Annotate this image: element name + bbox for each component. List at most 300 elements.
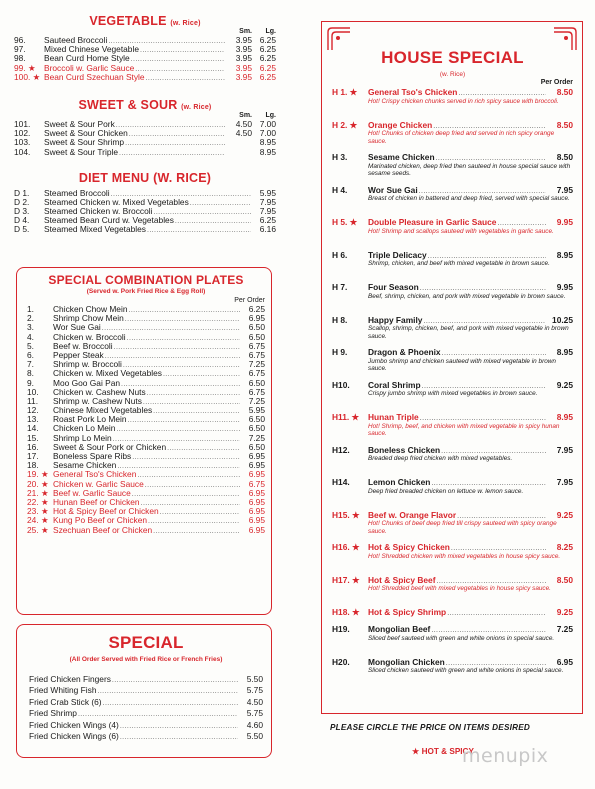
leader-dots (132, 453, 240, 462)
price-small: 3.95 (235, 35, 252, 45)
item-name: Chicken w. Broccoli (53, 331, 126, 342)
house-item-row (332, 218, 573, 228)
item-name: Four Season (368, 282, 419, 292)
menu-item-row (29, 720, 263, 731)
leader-dots (148, 517, 240, 526)
item-name: Hot & Spicy Beef (368, 574, 436, 585)
item-name: Chicken w. Garlic Sauce (53, 478, 144, 489)
item-price: 6.75 (248, 478, 265, 489)
item-price: 6.50 (248, 377, 265, 388)
item-price: 5.75 (246, 685, 263, 696)
item-number: 18. (27, 460, 39, 471)
item-price: 5.95 (248, 405, 265, 416)
item-name: Boneless Spare Ribs (53, 451, 132, 461)
item-name: Bean Curd Szechuan Style (44, 71, 145, 82)
diet-title: DIET MENU (W. RICE) (78, 170, 212, 185)
item-name: Chicken Lo Mein (53, 423, 116, 434)
item-name: Wor Sue Gai (53, 322, 101, 333)
watermark: menupix (462, 745, 549, 767)
item-number: D 2. (14, 196, 30, 207)
item-number: 97. (14, 44, 26, 55)
price-small: 4.50 (235, 128, 252, 139)
item-name: General Tso's Chicken (53, 469, 137, 480)
item-name: Moo Goo Gai Pan (53, 377, 121, 388)
item-code: H17. ★ (332, 574, 360, 585)
house-list (332, 88, 573, 690)
item-price: 6.75 (248, 349, 265, 360)
house-item-row (332, 511, 573, 521)
price-large: 7.00 (259, 118, 276, 129)
item-number: 16. (27, 441, 39, 452)
menu-item-row (27, 526, 265, 535)
item-price: 6.95 (248, 487, 265, 498)
house-special-item (332, 576, 573, 609)
item-description: Marinated chicken, deep fried then sauteed in house special sauce with sesame seeds. (368, 162, 571, 178)
leader-dots (129, 130, 225, 139)
item-number: 96. (14, 35, 26, 45)
item-description: Hot! Shredded chicken with mixed vegetables in house spicy sauce. (368, 552, 561, 560)
item-price: 6.50 (248, 322, 265, 333)
leader-dots (125, 139, 225, 148)
item-name: Mongolian Chicken (368, 656, 445, 667)
item-price: 7.95 (556, 184, 573, 195)
item-name: Fried Shrimp (29, 708, 77, 719)
item-number: 7. (27, 359, 34, 370)
item-price: 5.50 (246, 674, 263, 684)
house-item-row (332, 478, 573, 488)
item-price: 6.95 (248, 506, 265, 517)
item-description: Hot! Chunks of beef deep fried till crispy sauteed with spicy orange sauce. (368, 520, 557, 535)
item-price: 8.25 (556, 542, 573, 552)
house-item-row (332, 186, 573, 196)
item-number: 11. (27, 395, 39, 406)
item-number: 101. (14, 118, 31, 129)
house-item-row (332, 316, 573, 326)
house-special-item (332, 658, 573, 691)
item-description: Hot! Shrimp, beef, and chicken with mixed vegetable in spicy hunan sauce. (368, 422, 560, 438)
item-number: 17. (27, 451, 39, 461)
price-large: 6.25 (259, 44, 276, 55)
item-name: Broccoli w. Garlic Sauce (44, 62, 135, 73)
menu-item-row (14, 73, 276, 82)
item-price: 6.75 (248, 340, 265, 351)
leader-dots (103, 698, 238, 709)
item-price: 4.50 (246, 696, 263, 707)
item-code: H15. ★ (332, 509, 360, 520)
house-special-subtitle: (w. Rice) (439, 71, 466, 78)
item-price: 6.95 (248, 524, 265, 535)
item-price: 6.95 (248, 313, 265, 324)
item-price: 6.50 (248, 423, 265, 434)
circle-price-note: PLEASE CIRCLE THE PRICE ON ITEMS DESIRED (330, 723, 530, 732)
item-number: 22. ★ (27, 496, 49, 507)
item-name: Hunan Beef or Chicken (53, 496, 140, 507)
price-small: 3.95 (235, 71, 252, 82)
item-number: 24. ★ (27, 515, 49, 526)
leader-dots (127, 334, 240, 343)
item-price: 6.50 (248, 441, 265, 452)
leader-dots (120, 721, 238, 732)
house-per-order: Per Order (540, 79, 573, 86)
item-name: Sesame Chicken (53, 460, 117, 471)
price-large: 6.25 (259, 53, 276, 64)
special-subtitle: (All Order Served with Fried Rice or French Fries) (69, 656, 223, 663)
house-item-row (332, 88, 573, 98)
item-code: H18. ★ (332, 607, 360, 617)
vegetable-list (14, 36, 276, 82)
house-special-item (332, 511, 573, 544)
house-special-item (332, 625, 573, 658)
item-name: Kung Po Beef or Chicken (53, 515, 148, 526)
item-number: 103. (14, 137, 31, 148)
item-number: 19. ★ (27, 469, 49, 480)
leader-dots (163, 370, 240, 379)
item-name: Lemon Chicken (368, 477, 431, 487)
item-name: Sweet & Sour Chicken (44, 128, 128, 139)
combo-subtitle: (Served w. Pork Fried Rice & Egg Roll) (86, 288, 206, 295)
leader-dots (447, 609, 546, 619)
item-number: D 4. (14, 215, 30, 226)
corner-ornament-icon (552, 26, 578, 52)
item-code: H19. (332, 624, 350, 634)
leader-dots (190, 199, 251, 208)
item-number: 104. (14, 146, 31, 157)
house-special-item (332, 543, 573, 576)
combo-list (27, 305, 265, 535)
item-number: D 1. (14, 187, 30, 198)
item-name: Sesame Chicken (368, 152, 435, 162)
item-description: Sliced beef sauteed with green and white onions in special sauce. (368, 634, 555, 642)
item-name: Fried Chicken Wings (6) (29, 730, 119, 741)
item-price: 6.95 (248, 451, 265, 461)
leader-dots (128, 416, 240, 425)
item-number: 10. (27, 386, 39, 397)
house-special-item (332, 478, 573, 511)
item-price: 5.95 (259, 187, 276, 198)
house-special-item (332, 88, 573, 121)
item-number: 100. ★ (14, 71, 41, 82)
price-large: 7.00 (259, 128, 276, 139)
item-name: Orange Chicken (368, 119, 433, 130)
item-price: 7.25 (248, 395, 265, 406)
item-name: Happy Family (368, 314, 423, 325)
item-code: H 9. (332, 347, 348, 357)
item-name: Sweet & Sour Pork (44, 118, 115, 129)
leader-dots (119, 149, 225, 158)
item-price: 6.95 (248, 496, 265, 507)
item-price: 8.50 (556, 152, 573, 162)
leader-dots (145, 481, 240, 490)
menu-item-row (14, 148, 276, 157)
item-name: Roast Pork Lo Mein (53, 414, 127, 425)
item-description: Shrimp, chicken, and beef with mixed vegetable in brown sauce. (368, 260, 550, 268)
price-small: 3.95 (235, 62, 252, 73)
item-name: Steamed Bean Curd w. Vegetables (44, 215, 174, 226)
item-description: Hot! Crispy chicken chunks served in rich spicy sauce with broccoli. (368, 97, 559, 105)
house-special-item (332, 153, 573, 186)
item-price: 6.50 (248, 414, 265, 425)
item-price: 7.25 (556, 624, 573, 634)
item-name: Hot & Spicy Chicken (368, 542, 450, 552)
item-number: 15. (27, 432, 39, 443)
item-name: General Tso's Chicken (368, 87, 458, 97)
price-large: 6.25 (259, 62, 276, 73)
item-price: 6.95 (248, 515, 265, 526)
leader-dots (116, 121, 225, 130)
sweet-sour-list (14, 120, 276, 157)
house-item-row (332, 576, 573, 586)
item-name: Beef w. Broccoli (53, 340, 113, 351)
item-name: Chicken Chow Mein (53, 304, 128, 314)
house-item-row (332, 413, 573, 423)
house-special-item (332, 283, 573, 316)
item-number: 102. (14, 128, 31, 139)
item-name: Boneless Chicken (368, 444, 441, 455)
menu-item-row (29, 731, 263, 742)
item-price: 5.75 (246, 708, 263, 719)
item-name: Dragon & Phoenix (368, 347, 441, 357)
house-item-row (332, 625, 573, 635)
item-number: 1. (27, 304, 34, 314)
item-number: 9. (27, 377, 34, 388)
leader-dots (132, 490, 240, 499)
menu-item-row (29, 674, 263, 685)
item-price: 6.25 (248, 304, 265, 314)
item-name: Steamed Mixed Vegetables (44, 224, 146, 235)
item-number: D 5. (14, 224, 30, 235)
item-code: H 7. (332, 282, 348, 292)
item-name: Chinese Mixed Vegetables (53, 405, 153, 416)
leader-dots (146, 74, 225, 83)
item-name: Sauteed Broccoli (44, 35, 108, 45)
item-price: 9.25 (556, 379, 573, 390)
item-description: Jumbo shrimp and chicken sauteed with mixed vegetable in brown sauce. (368, 357, 556, 373)
item-code: H20. (332, 656, 350, 667)
item-number: 2. (27, 313, 34, 324)
leader-dots (153, 527, 240, 536)
item-price: 6.75 (248, 368, 265, 379)
house-item-row (332, 121, 573, 131)
item-price: 8.95 (556, 347, 573, 357)
item-name: Bean Curd Home Style (44, 53, 130, 64)
item-price: 9.25 (556, 509, 573, 520)
item-price: 7.95 (556, 477, 573, 487)
item-description: Hot! Shrimp and scallops sauteed with vegetables in garlic sauce. (368, 227, 554, 235)
leader-dots (140, 46, 225, 55)
sweet-sour-title: SWEET & SOUR (w. Rice) (78, 97, 212, 112)
item-number: 25. ★ (27, 524, 49, 535)
item-name: Sweet & Sour Shrimp (44, 137, 125, 148)
house-item-row (332, 381, 573, 391)
item-description: Scallop, shrimp, chicken, beef, and pork with mixed vegetable in brown sauce. (368, 325, 569, 340)
item-name: Sweet & Sour Pork or Chicken (53, 441, 167, 452)
item-name: Beef w. Garlic Sauce (53, 487, 131, 498)
leader-dots (105, 352, 240, 361)
leader-dots (137, 471, 240, 480)
item-number: 98. (14, 53, 26, 64)
item-price: 6.75 (248, 386, 265, 397)
vegetable-header: Sm. Lg. (239, 28, 276, 35)
combo-title: SPECIAL COMBINATION PLATES (48, 273, 244, 287)
item-name: Steamed Chicken w. Mixed Vegetables (44, 196, 189, 207)
combination-plates-box (16, 267, 272, 615)
item-number: 14. (27, 423, 39, 434)
leader-dots (143, 398, 240, 407)
menu-item-row (29, 685, 263, 696)
item-price: 6.95 (556, 656, 573, 667)
item-code: H 5. ★ (332, 217, 358, 227)
item-price: 4.60 (246, 719, 263, 730)
item-code: H11. ★ (332, 412, 360, 422)
item-price: 7.95 (259, 196, 276, 207)
leader-dots (125, 315, 240, 324)
item-name: Chicken w. Mixed Vegetables (53, 368, 162, 379)
item-price: 8.95 (556, 412, 573, 422)
item-price: 6.16 (259, 224, 276, 235)
price-large: 6.25 (259, 71, 276, 82)
diet-list (14, 189, 276, 235)
item-name: Hot & Spicy Shrimp (368, 607, 447, 617)
item-price: 8.50 (556, 119, 573, 130)
house-item-row (332, 153, 573, 163)
price-small: 4.50 (235, 118, 252, 129)
house-item-row (332, 283, 573, 293)
item-code: H16. ★ (332, 542, 360, 552)
leader-dots (147, 226, 251, 235)
price-small: 3.95 (235, 44, 252, 55)
item-name: Szechuan Beef or Chicken (53, 524, 153, 535)
price-large: 8.95 (259, 137, 276, 148)
item-name: Fried Chicken Fingers (29, 674, 111, 684)
item-code: H 3. (332, 152, 348, 162)
item-code: H 2. ★ (332, 119, 358, 130)
house-item-row (332, 658, 573, 668)
house-special-item (332, 446, 573, 479)
price-large: 6.25 (259, 35, 276, 45)
leader-dots (167, 444, 240, 453)
item-price: 6.95 (248, 460, 265, 471)
item-name: Beef w. Orange Flavor (368, 509, 457, 520)
special-box (16, 624, 272, 758)
item-number: 8. (27, 368, 34, 379)
leader-dots (175, 217, 251, 226)
sweet-sour-header: Sm. Lg. (239, 111, 276, 119)
house-special-item (332, 348, 573, 381)
item-description: Breast of chicken in battered and deep fried, served with special sauce. (368, 195, 570, 203)
item-name: Fried Whiting Fish (29, 685, 97, 696)
price-small: 3.95 (235, 53, 252, 64)
item-price: 9.95 (556, 217, 573, 227)
leader-dots (160, 508, 240, 517)
item-description: Sliced chicken sauteed with green and white onions in special sauce. (368, 667, 564, 675)
item-number: 13. (27, 414, 39, 425)
item-name: Triple Delicacy (368, 249, 427, 260)
item-code: H12. (332, 444, 350, 455)
item-price: 8.50 (556, 87, 573, 97)
leader-dots (131, 55, 225, 64)
item-name: Fried Crab Stick (6) (29, 696, 102, 707)
item-price: 7.25 (248, 359, 265, 370)
combo-per-order: Per Order (234, 297, 265, 304)
item-number: 23. ★ (27, 506, 49, 517)
hot-spicy-legend: ★ HOT & SPICY (412, 747, 474, 756)
item-name: Fried Chicken Wings (4) (29, 719, 119, 730)
item-name: Sweet & Sour Triple (44, 146, 119, 157)
item-name: Pepper Steak (53, 349, 104, 360)
leader-dots (147, 389, 240, 398)
item-price: 9.25 (556, 607, 573, 617)
item-name: Steamed Chicken w. Broccoli (44, 206, 153, 217)
menu-item-row (14, 225, 276, 234)
item-name: Chicken w. Cashew Nuts (53, 386, 146, 397)
house-special-box (321, 21, 583, 714)
menu-item-row (29, 697, 263, 708)
item-description: Hot! Shredded beef with mixed vegetables in house spicy sauce. (368, 585, 551, 593)
item-price: 7.25 (248, 432, 265, 443)
leader-dots (114, 343, 240, 352)
item-name: Shrimp w. Broccoli (53, 359, 122, 370)
item-name: Shrimp Lo Mein (53, 432, 112, 443)
item-code: H 1. ★ (332, 87, 358, 97)
price-large: 8.95 (259, 146, 276, 157)
leader-dots (128, 306, 240, 315)
vegetable-title: VEGETABLE (w. Rice) (89, 14, 201, 28)
house-special-item (332, 218, 573, 251)
item-description: Deep fried breaded chicken on lettuce w. lemon sauce. (368, 487, 524, 495)
leader-dots (112, 675, 238, 686)
house-special-item (332, 121, 573, 154)
house-special-item (332, 413, 573, 446)
house-item-row (332, 446, 573, 456)
item-name: Wor Sue Gai (368, 184, 418, 195)
item-name: Hunan Triple (368, 412, 419, 422)
item-number: 12. (27, 405, 39, 416)
house-item-row (332, 348, 573, 358)
item-code: H 6. (332, 249, 348, 260)
item-price: 8.50 (556, 574, 573, 585)
item-price: 9.95 (556, 282, 573, 292)
item-name: Coral Shrimp (368, 379, 421, 390)
item-code: H10. (332, 379, 350, 390)
house-item-row (332, 251, 573, 261)
leader-dots (153, 407, 240, 416)
leader-dots (120, 732, 238, 743)
house-special-item (332, 381, 573, 414)
item-number: 99. ★ (14, 62, 36, 73)
item-price: 8.95 (556, 249, 573, 260)
item-name: Mongolian Beef (368, 624, 431, 634)
item-price: 7.95 (259, 206, 276, 217)
item-price: 7.95 (556, 444, 573, 455)
house-special-title: HOUSE SPECIAL (381, 48, 524, 67)
item-description: Beef, shrimp, chicken, and pork with mixed vegetable in brown sauce. (368, 292, 566, 300)
menu-item-row (29, 708, 263, 719)
house-special-item (332, 251, 573, 284)
house-special-item (332, 608, 573, 625)
item-name: Steamed Broccoli (44, 187, 110, 198)
leader-dots (116, 425, 240, 434)
item-price: 6.95 (248, 469, 265, 480)
item-number: 20. ★ (27, 478, 49, 489)
item-name: Mixed Chinese Vegetable (44, 44, 139, 55)
item-name: Double Pleasure in Garlic Sauce (368, 217, 497, 227)
item-code: H 8. (332, 314, 348, 325)
item-code: H14. (332, 477, 350, 487)
item-description: Crispy jumbo shrimp with mixed vegetables in brown sauce. (368, 390, 538, 398)
item-number: 3. (27, 322, 34, 333)
item-price: 6.25 (259, 215, 276, 226)
leader-dots (97, 686, 238, 697)
